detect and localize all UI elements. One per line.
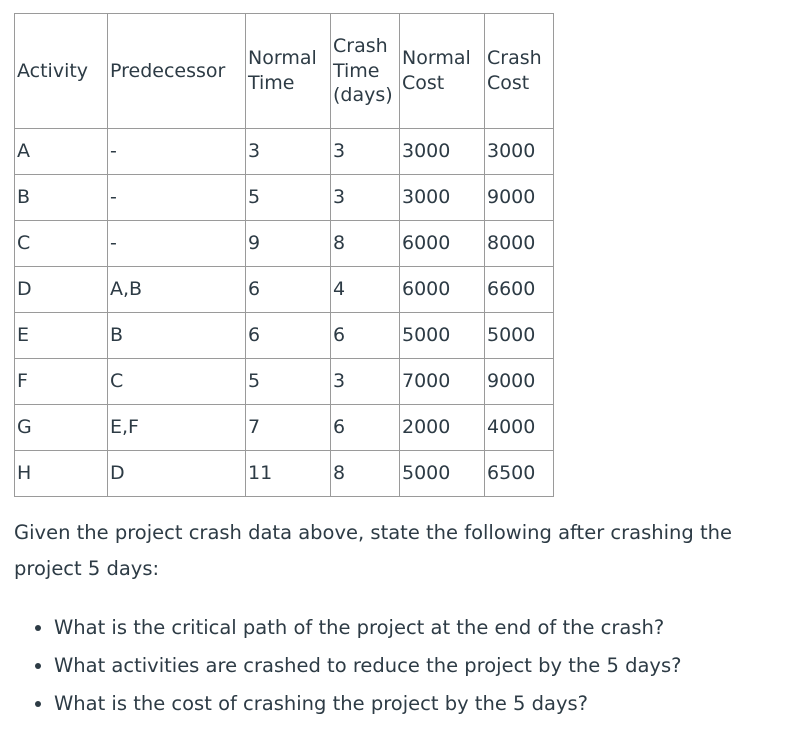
header-normal-time: Normal Time xyxy=(246,14,331,129)
cell-crash-time: 6 xyxy=(331,313,400,359)
cell-crash-cost: 4000 xyxy=(485,405,554,451)
question-item: • What activities are crashed to reduce the project by the 5 days? xyxy=(54,647,789,685)
cell-crash-cost: 6500 xyxy=(485,451,554,497)
question-intro: Given the project crash data above, state the following after crashing the project 5 days: xyxy=(14,521,732,580)
table-row xyxy=(15,451,554,497)
cell-normal-cost: 5000 xyxy=(400,451,485,497)
cell-crash-cost: 9000 xyxy=(485,175,554,221)
table-row xyxy=(15,359,554,405)
cell-normal-cost: 6000 xyxy=(400,221,485,267)
cell-activity: H xyxy=(15,451,108,497)
cell-normal-time: 9 xyxy=(246,221,331,267)
cell-activity: G xyxy=(15,405,108,451)
header-activity: Activity xyxy=(15,14,108,129)
cell-predecessor: - xyxy=(108,221,246,267)
table-row xyxy=(15,221,554,267)
crash-data-table xyxy=(14,13,554,497)
cell-predecessor: A,B xyxy=(108,267,246,313)
question-list xyxy=(14,609,789,723)
cell-normal-cost: 5000 xyxy=(400,313,485,359)
cell-predecessor: D xyxy=(108,451,246,497)
header-crash-time: Crash Time (days) xyxy=(331,14,400,129)
header-normal-cost: Normal Cost xyxy=(400,14,485,129)
cell-activity: F xyxy=(15,359,108,405)
cell-predecessor: E,F xyxy=(108,405,246,451)
cell-activity: C xyxy=(15,221,108,267)
cell-crash-time: 8 xyxy=(331,221,400,267)
cell-crash-cost: 6600 xyxy=(485,267,554,313)
table-row xyxy=(15,267,554,313)
cell-crash-time: 4 xyxy=(331,267,400,313)
cell-normal-cost: 6000 xyxy=(400,267,485,313)
cell-normal-time: 6 xyxy=(246,267,331,313)
cell-normal-time: 5 xyxy=(246,175,331,221)
cell-crash-cost: 9000 xyxy=(485,359,554,405)
cell-crash-time: 3 xyxy=(331,175,400,221)
table-row xyxy=(15,313,554,359)
cell-crash-cost: 8000 xyxy=(485,221,554,267)
cell-activity: B xyxy=(15,175,108,221)
cell-activity: D xyxy=(15,267,108,313)
cell-crash-cost: 3000 xyxy=(485,129,554,175)
cell-crash-time: 8 xyxy=(331,451,400,497)
cell-normal-cost: 7000 xyxy=(400,359,485,405)
cell-crash-cost: 5000 xyxy=(485,313,554,359)
cell-normal-cost: 3000 xyxy=(400,175,485,221)
cell-normal-time: 7 xyxy=(246,405,331,451)
cell-activity: A xyxy=(15,129,108,175)
header-crash-cost: Crash Cost xyxy=(485,14,554,129)
question-block xyxy=(14,515,789,723)
cell-predecessor: - xyxy=(108,129,246,175)
cell-crash-time: 3 xyxy=(331,359,400,405)
question-item: • What is the critical path of the project at the end of the crash? xyxy=(54,609,789,647)
table-row xyxy=(15,129,554,175)
table-row xyxy=(15,175,554,221)
cell-normal-time: 6 xyxy=(246,313,331,359)
cell-predecessor: C xyxy=(108,359,246,405)
cell-normal-time: 3 xyxy=(246,129,331,175)
cell-crash-time: 3 xyxy=(331,129,400,175)
cell-normal-time: 11 xyxy=(246,451,331,497)
cell-normal-time: 5 xyxy=(246,359,331,405)
cell-activity: E xyxy=(15,313,108,359)
cell-normal-cost: 2000 xyxy=(400,405,485,451)
table-header-row xyxy=(15,14,554,129)
cell-predecessor: B xyxy=(108,313,246,359)
cell-predecessor: - xyxy=(108,175,246,221)
table-row xyxy=(15,405,554,451)
cell-normal-cost: 3000 xyxy=(400,129,485,175)
header-predecessor: Predecessor xyxy=(108,14,246,129)
cell-crash-time: 6 xyxy=(331,405,400,451)
question-item: • What is the cost of crashing the project by the 5 days? xyxy=(54,685,789,723)
